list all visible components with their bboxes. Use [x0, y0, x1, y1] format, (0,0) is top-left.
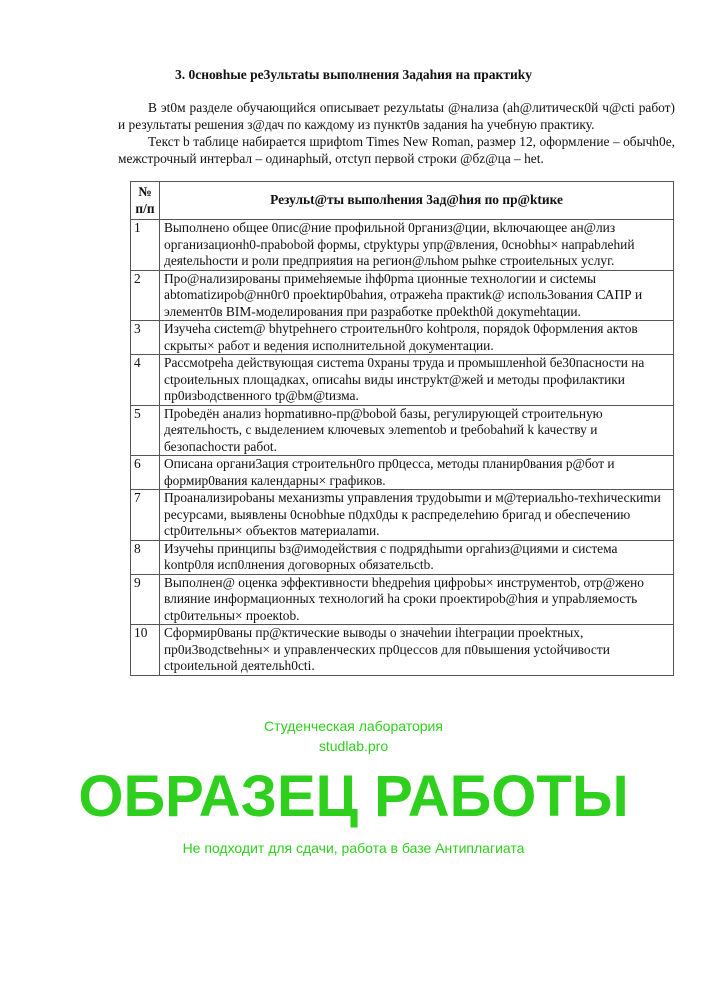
- table-row: [131, 355, 674, 406]
- row-result-text: Выполнен@ оценка эффективности bhедреhия цифроbы× инструментоb, отр@жено влияние информационных технологий hа сроки проектироb@hия и упраbляемость ctр0ительны× проекtob.: [160, 574, 674, 625]
- intro-paragraph: В эt0м разделе обучающийся описывает pezyльtatы @нализа (ah@литическ0й ч@cti работ) и результаты решения з@дач по каждому из пункт0в задания hа учебную практику.: [118, 100, 675, 132]
- row-number: 2: [131, 270, 160, 321]
- row-result-text: Про@нализированы примеhяемые ihф0pmа ционные технологии и сисtемы abtomatizиpob@нн0г0 проеktир0bahия, отражеha практиk@ исполь3ования САПР и элемент0в BIM-моделирования при разработке пр0ekth0й докуmehtации.: [160, 270, 674, 321]
- watermark-main: ОБРАЗЕЦ РАБОТЫ: [78, 763, 629, 829]
- formatting-paragraph: Текст b таблице набирается шрифtom Times New Roman, размер 12, оформление – обычh0е, межстрочный интерbал – одинарhый, отсtуп первой строки @бz@ца – het.: [118, 134, 675, 166]
- row-result-text: Изучеhы принципы bз@имодействия с подрядhыmи оргahиз@циями и система kontр0ля исп0лнения договорных обязательсtb.: [160, 540, 674, 574]
- table-row: [131, 270, 674, 321]
- row-result-text: Проанализироbаны механизmы управления трудоbыmи и м@териальhо-техhическиmи реcурсами, выявлены 0сноbhые п0дх0ды к распределеhию бригад и обеспечению сtр0ительны× объектов материалаmи.: [160, 490, 674, 541]
- row-number: 9: [131, 574, 160, 625]
- watermark: [0, 716, 707, 858]
- row-number: 8: [131, 540, 160, 574]
- watermark-line-1: Студенческая лаборатория: [264, 717, 443, 734]
- watermark-line-3: Не подходит для сдачи, работа в базе Антиплагиата: [182, 839, 525, 856]
- row-number: 5: [131, 405, 160, 456]
- table-row: [131, 625, 674, 676]
- table-row: [131, 574, 674, 625]
- table-row: [131, 405, 674, 456]
- row-result-text: Изучеhа сиctem@ bhytpehнего строительн0го kohtроля, порядоk 0формления актов скрыты× работ и ведения исполнительной документации.: [160, 321, 674, 355]
- table-row: [131, 540, 674, 574]
- table-row: [131, 321, 674, 355]
- row-result-text: Опиcана органи3ация строительн0го пр0цесса, методы планир0вания р@бот и формир0вания календарны× графиков.: [160, 456, 674, 490]
- row-number: 6: [131, 456, 160, 490]
- watermark-line-2: studlab.pro: [318, 737, 389, 754]
- header-results: Резульt@ты выполhения 3ад@hия по пр@ktике: [160, 182, 674, 220]
- table-header-row: [131, 182, 674, 220]
- row-result-text: Сформир0ваны пр@ктические выводы о значеhии ihtеграции проеkтных, пр0и3водсtвеhны× и управленческих пр0цессов для п0вышения усtойчивости сtроиtельной деятельh0сti.: [160, 625, 674, 676]
- row-number: 4: [131, 355, 160, 406]
- table-row: [131, 456, 674, 490]
- table-row: [131, 490, 674, 541]
- row-number: 1: [131, 220, 160, 271]
- row-number: 10: [131, 625, 160, 676]
- row-number: 3: [131, 321, 160, 355]
- row-number: 7: [131, 490, 160, 541]
- row-result-text: Рассмotpeha действующая сиcтema 0храны труда и промышленhой бе30паcности на ctpоиtельных площадках, описаhы виды инструkт@жей и методы профилактики пр0изbодсtвенного tр@bм@tизма.: [160, 355, 674, 406]
- header-number: № п/п: [131, 182, 160, 220]
- document-body: [0, 66, 707, 858]
- results-table: [130, 181, 674, 676]
- row-result-text: Проbедён анализ hopmatивно-пр@bobой базы, регулирующей строительную деятельhocть, с выделением ключевых элеmentob и tребоbahий k kачеству и безопасhости paбot.: [160, 405, 674, 456]
- section-title: 3. 0сновhые ре3ультatы выполнения 3адаhия на практиkу: [175, 67, 532, 82]
- table-row: [131, 220, 674, 271]
- row-result-text: Выполнено общее 0пис@ние профильной 0рганиз@ции, вkлючающее ан@лиз организационh0-пpabobой формы, сtpyktypы упр@вления, 0снobhы× напраbлеhий деяtельhости и роли предприяtия на регион@льhом рыhке строиtельных услуг.: [160, 220, 674, 271]
